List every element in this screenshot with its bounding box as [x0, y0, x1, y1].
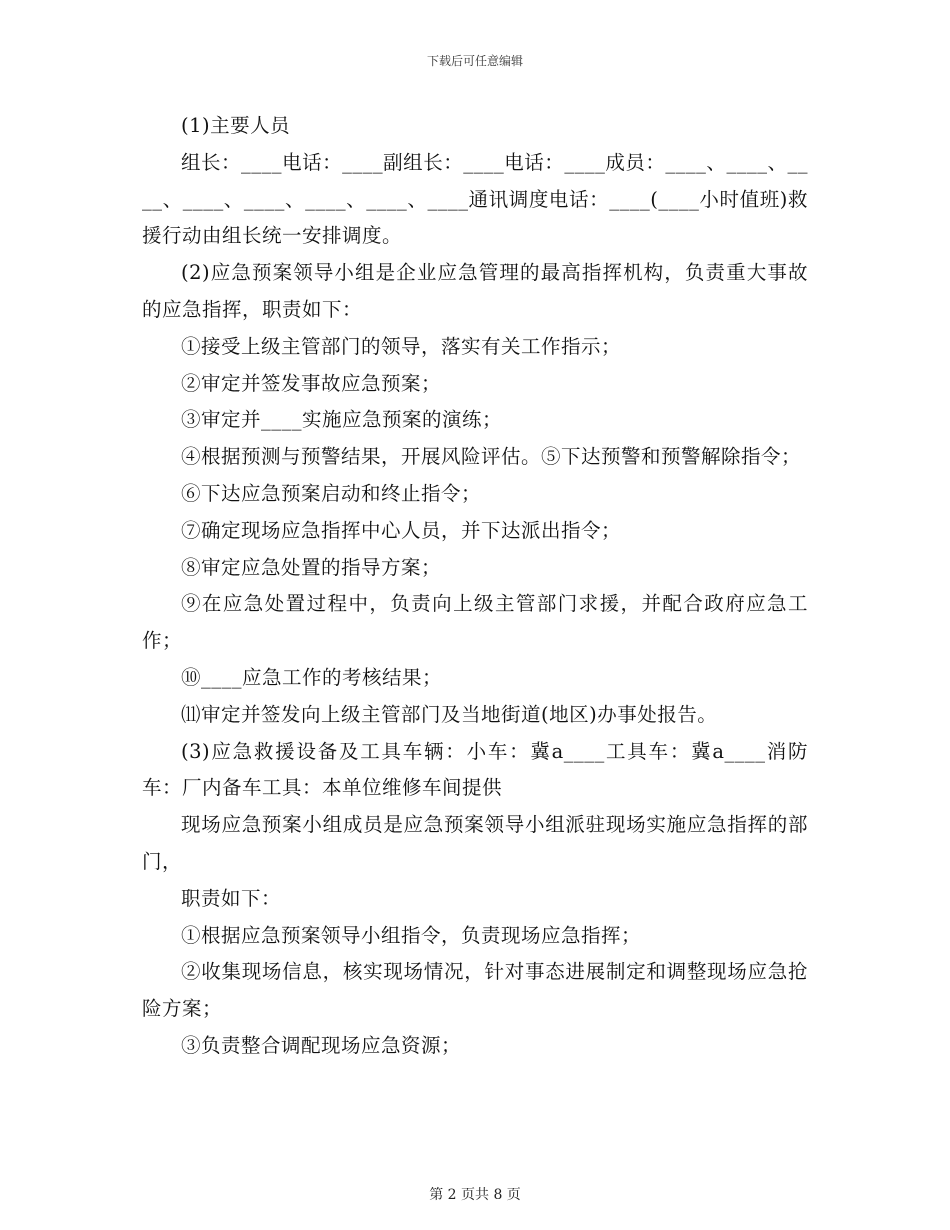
- list-item: ⑥下达应急预案启动和终止指令；: [181, 481, 482, 505]
- list-item: ④根据预测与预警结果，开展风险评估。⑤下达预警和预警解除指令；: [181, 445, 802, 469]
- list-item: ⑧审定应急处置的指导方案；: [181, 555, 442, 579]
- paragraph-main-personnel: (1)主要人员: [181, 114, 291, 137]
- list-item: ①接受上级主管部门的领导，落实有关工作指示；: [181, 334, 622, 358]
- list-item: ③审定并____实施应急预案的演练；: [181, 408, 503, 432]
- page-header-note: 下载后可任意编辑: [426, 54, 523, 68]
- paragraph-leadership-group: (2)应急预案领导小组是企业应急管理的最高指挥机构，负责重大事故的应急指挥，职责如下：: [142, 261, 808, 321]
- list-item: ⑾审定并签发向上级主管部门及当地街道(地区)办事处报告。: [181, 702, 718, 726]
- list-item: ⑩____应急工作的考核结果；: [181, 665, 443, 689]
- list-item: ②审定并签发事故应急预案；: [181, 371, 442, 395]
- list-item: ②收集现场信息，核实现场情况，针对事态进展制定和调整现场应急抢险方案；: [142, 960, 808, 1021]
- paragraph-contact-list: 组长：____电话：____副组长：____电话：____成员：____、____、____、____、____、____、____、____通讯调度电话：____(____小时值班)救援行动由组长统一安排调度。: [142, 150, 808, 248]
- paragraph-equipment-vehicles: (3)应急救援设备及工具车辆：小车：冀a____工具车：冀a____消防车：厂内备车工具：本单位维修车间提供: [142, 739, 808, 800]
- list-item: ③负责整合调配现场应急资源；: [181, 1033, 462, 1057]
- list-item: ①根据应急预案领导小组指令，负责现场应急指挥；: [181, 923, 642, 947]
- paragraph-duties-intro: 职责如下：: [181, 886, 282, 910]
- paragraph-onsite-group: 现场应急预案小组成员是应急预案领导小组派驻现场实施应急指挥的部门，: [142, 813, 808, 873]
- list-item: ⑨在应急处置过程中，负责向上级主管部门求援，并配合政府应急工作；: [142, 592, 808, 653]
- page-number: 第 2 页共 8 页: [429, 1187, 521, 1203]
- list-item: ⑦确定现场应急指挥中心人员，并下达派出指令；: [181, 518, 622, 542]
- document-body: [142, 108, 808, 1065]
